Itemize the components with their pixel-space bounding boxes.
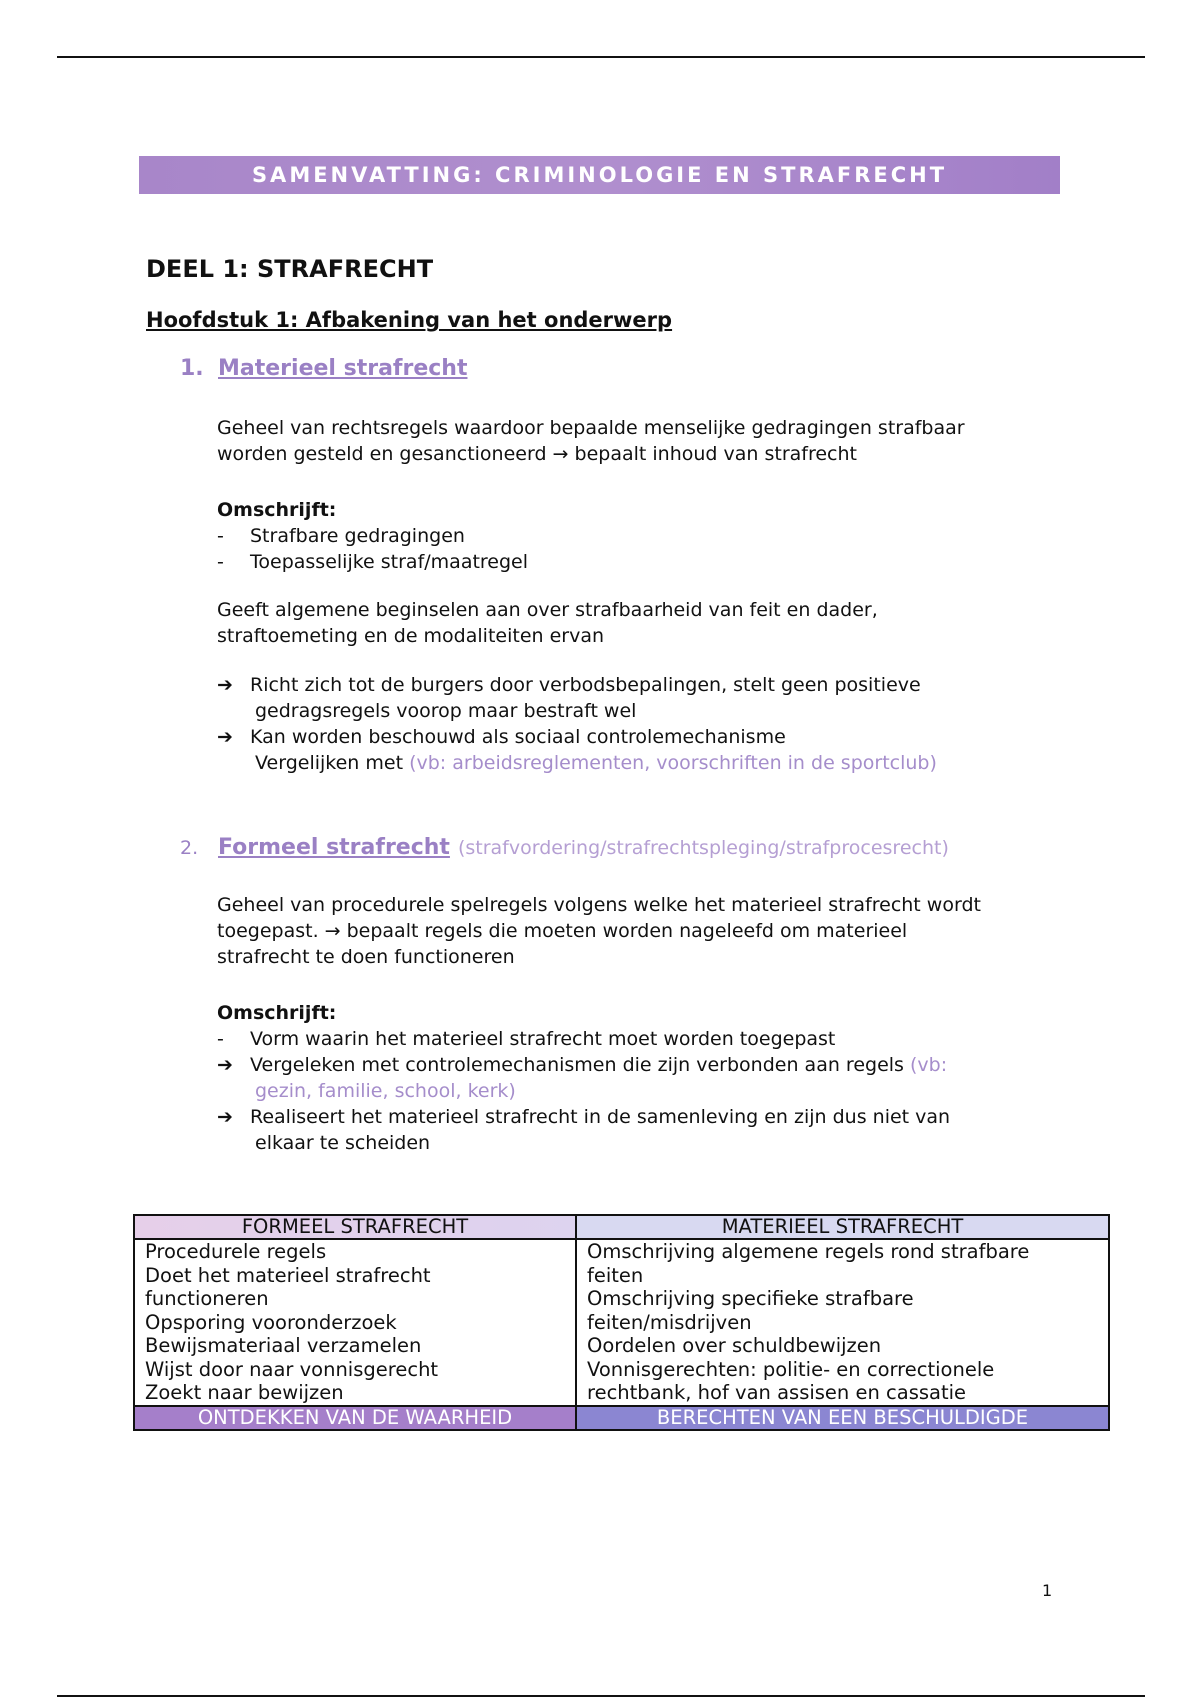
table-line: Omschrijving specifieke strafbare: [587, 1287, 914, 1310]
table-line: Bewijsmateriaal verzamelen: [145, 1334, 422, 1357]
dash-bullet: -: [217, 551, 224, 573]
table-line: Doet het materieel strafrecht: [145, 1263, 431, 1287]
list-item: - Strafbare gedragingen: [217, 525, 465, 547]
comparison-table: [133, 1214, 1110, 1431]
list-item: - Vorm waarin het materieel strafrecht moet worden toegepast: [217, 1028, 836, 1050]
table-line: Omschrijving algemene regels rond strafbare: [587, 1240, 1030, 1263]
table-line: Zoekt naar bewijzen: [145, 1381, 344, 1404]
table-line: functioneren: [145, 1287, 269, 1310]
arrow-right-icon: ➔: [217, 1106, 233, 1128]
example-text: gezin, familie, school, kerk): [255, 1080, 516, 1102]
arrow-right-icon: ➔: [217, 726, 233, 748]
section-1-heading: [180, 356, 467, 381]
section-2-title: Formeel strafrecht: [218, 835, 450, 860]
example-text: (vb:: [909, 1054, 948, 1076]
table-footer-materieel: BERECHTEN VAN EEN BESCHULDIGDE: [577, 1405, 1108, 1429]
section-1-number: 1.: [180, 356, 204, 381]
arrow-item: ➔ Kan worden beschouwd als sociaal controlemechanisme Vergelijken met (vb: arbeidsreglementen, voorschriften in de sportclub): [217, 726, 937, 774]
example-text: (vb: arbeidsreglementen, voorschriften in de sportclub): [409, 752, 937, 774]
arrow-right-icon: ➔: [217, 1054, 233, 1076]
section-1-omschrijft: [217, 497, 528, 575]
document-title: SAMENVATTING: CRIMINOLOGIE EN STRAFRECHT: [139, 156, 1060, 194]
section-2-definition: Geheel van procedurele spelregels volgens welke het materieel strafrecht wordt toegepast. → bepaalt regels die moeten worden nageleefd om materieel strafrecht te doen functioneren: [217, 894, 981, 968]
section-2-omschrijft: [217, 1000, 950, 1156]
section-1-general: Geeft algemene beginselen aan over strafbaarheid van feit en dader, straftoemeting en de modaliteiten ervan: [217, 599, 878, 647]
bottom-rule: [57, 1695, 1145, 1697]
table-line: feiten/misdrijven: [587, 1310, 752, 1334]
omschrijft-label: Omschrijft:: [217, 1002, 337, 1024]
section-1-arrow-list: [217, 672, 937, 776]
arrow-right-icon: ➔: [217, 674, 233, 696]
table-header-formeel: FORMEEL STRAFRECHT: [135, 1216, 577, 1240]
arrow-item: ➔ Realiseert het materieel strafrecht in de samenleving en zijn dus niet van elkaar te scheiden: [217, 1106, 951, 1154]
table-line: Procedurele regels: [145, 1240, 327, 1263]
part-heading: DEEL 1: STRAFRECHT: [146, 255, 434, 283]
chapter-heading: Hoofdstuk 1: Afbakening van het onderwerp: [146, 308, 673, 332]
arrow-item: ➔ Vergeleken met controlemechanismen die zijn verbonden aan regels (vb: gezin, familie, school, kerk): [217, 1054, 948, 1102]
arrow-item: ➔ Richt zich tot de burgers door verbodsbepalingen, stelt geen positieve gedragsregels voorop maar bestraft wel: [217, 674, 921, 722]
section-1-title: Materieel strafrecht: [218, 356, 468, 381]
list-item: - Toepasselijke straf/maatregel: [217, 551, 529, 573]
section-1-definition: Geheel van rechtsregels waardoor bepaalde menselijke gedragingen strafbaar worden gesteld en gesanctioneerd → bepaalt inhoud van strafrecht: [217, 417, 965, 465]
table-column-formeel: [135, 1240, 577, 1405]
table-footer-formeel: ONTDEKKEN VAN DE WAARHEID: [135, 1405, 577, 1429]
table-column-materieel: [577, 1240, 1108, 1405]
dash-bullet: -: [217, 1028, 224, 1050]
section-2-number: 2.: [180, 837, 199, 859]
table-header-materieel: MATERIEEL STRAFRECHT: [577, 1216, 1108, 1240]
top-rule: [57, 56, 1145, 58]
section-2-subtitle: (strafvordering/strafrechtspleging/strafprocesrecht): [457, 837, 949, 859]
table-line: rechtbank, hof van assisen en cassatie: [587, 1381, 967, 1404]
table-line: Wijst door naar vonnisgerecht: [145, 1357, 439, 1381]
page-number: 1: [1042, 1581, 1053, 1600]
table-line: Vonnisgerechten: politie- en correctionele: [587, 1357, 995, 1381]
table-line: Opsporing vooronderzoek: [145, 1310, 397, 1334]
section-2-heading: [180, 835, 949, 860]
dash-bullet: -: [217, 525, 224, 547]
table-line: feiten: [587, 1263, 644, 1287]
omschrijft-label: Omschrijft:: [217, 499, 337, 521]
table-line: Oordelen over schuldbewijzen: [587, 1334, 882, 1357]
